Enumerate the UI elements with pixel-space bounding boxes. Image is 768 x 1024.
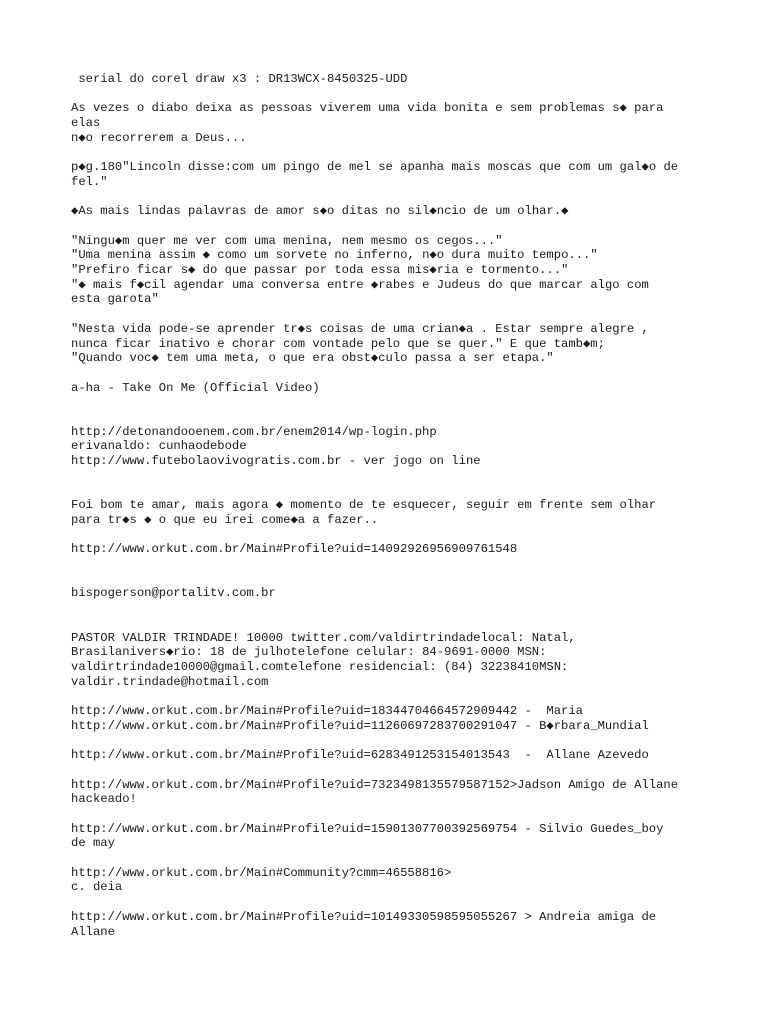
- text-line: http://www.orkut.com.br/Main#Profile?uid=6283491253154013543 - Allane Azevedo: [71, 748, 649, 763]
- text-line: http://detonandooenem.com.br/enem2014/wp-login.php: [71, 424, 437, 439]
- text-line: Allane: [71, 924, 115, 939]
- text-line: esta garota": [71, 292, 159, 307]
- text-line: "Ningu◆m quer me ver com uma menina, nem mesmo os cegos...": [71, 233, 503, 248]
- text-paragraph: [71, 631, 711, 690]
- text-line: Foi bom te amar, mais agora ◆ momento de te esquecer, seguir em frente sem olhar: [71, 498, 657, 513]
- text-line: "Prefiro ficar s◆ do que passar por toda essa mis◆ria e tormento...": [71, 263, 569, 278]
- text-line: p◆g.180"Lincoln disse:com um pingo de mel se apanha mais moscas que com um gal◆o de: [71, 160, 679, 175]
- text-line: As vezes o diabo deixa as pessoas viverem uma vida bonita e sem problemas s◆ para: [71, 101, 664, 116]
- text-line: fel.": [71, 174, 108, 189]
- text-line: http://www.orkut.com.br/Main#Profile?uid=15901307700392569754 - Silvio Guedes_boy: [71, 821, 664, 836]
- text-paragraph: [71, 322, 711, 366]
- text-line: a-ha - Take On Me (Official Video): [71, 380, 320, 395]
- text-paragraph: [71, 910, 711, 939]
- text-paragraph: [71, 778, 711, 807]
- text-line: hackeado!: [71, 792, 137, 807]
- text-line: "◆ mais f◆cil agendar uma conversa entre ◆rabes e Judeus do que marcar algo com: [71, 277, 649, 292]
- text-line: valdirtrindade10000@gmail.comtelefone residencial: (84) 32238410MSN:: [71, 659, 569, 674]
- text-line: PASTOR VALDIR TRINDADE! 10000 twitter.com/valdirtrindadelocal: Natal,: [71, 630, 576, 645]
- text-line: http://www.futebolaovivogratis.com.br - ver jogo on line: [71, 454, 481, 469]
- text-paragraph: [71, 72, 711, 87]
- text-line: http://www.orkut.com.br/Main#Profile?uid=11260697283700291047 - B◆rbara_Mundial: [71, 718, 649, 733]
- text-paragraph: [71, 204, 711, 219]
- text-line: [71, 469, 711, 484]
- text-paragraph: [71, 866, 711, 895]
- text-paragraph: [71, 822, 711, 851]
- text-line: elas: [71, 116, 101, 131]
- text-line: [71, 601, 711, 616]
- text-line: ◆As mais lindas palavras de amor s◆o ditas no sil◆ncio de um olhar.◆: [71, 204, 569, 219]
- text-line: http://www.orkut.com.br/Main#Profile?uid=18344704664572909442 - Maria: [71, 704, 583, 719]
- text-line: para tr◆s ◆ o que eu irei come◆a a fazer..: [71, 512, 379, 527]
- text-line: [71, 557, 711, 572]
- text-line: n◆o recorrerem a Deus...: [71, 130, 247, 145]
- text-paragraph: [71, 101, 711, 145]
- text-paragraph: [71, 234, 711, 308]
- text-line: http://www.orkut.com.br/Main#Community?cmm=46558816>: [71, 865, 452, 880]
- text-line: bispogerson@portalitv.com.br: [71, 586, 276, 601]
- text-line: http://www.orkut.com.br/Main#Profile?uid=14092926956909761548: [71, 542, 518, 557]
- text-line: "Quando voc◆ tem uma meta, o que era obst◆culo passa a ser etapa.": [71, 351, 554, 366]
- text-paragraph: [71, 704, 711, 733]
- text-paragraph: [71, 498, 711, 527]
- document-page: [71, 72, 711, 954]
- text-paragraph: [71, 586, 711, 615]
- text-line: nunca ficar inativo e chorar com vontade pelo que se quer." E que tamb◆m;: [71, 336, 605, 351]
- text-line: "Nesta vida pode-se aprender tr◆s coisas de uma crian◆a . Estar sempre alegre ,: [71, 321, 649, 336]
- text-paragraph: [71, 748, 711, 763]
- text-paragraph: [71, 381, 711, 410]
- text-line: c. deia: [71, 880, 123, 895]
- text-line: "Uma menina assim ◆ como um sorvete no inferno, n◆o dura muito tempo...": [71, 248, 598, 263]
- text-line: Brasilanivers◆rio: 18 de julhotelefone celular: 84-9691-0000 MSN:: [71, 645, 547, 660]
- text-line: http://www.orkut.com.br/Main#Profile?uid=7323498135579587152>Jadson Amigo de Allane: [71, 777, 679, 792]
- text-line: serial do corel draw x3 : DR13WCX-8450325-UDD: [71, 72, 408, 86]
- text-line: http://www.orkut.com.br/Main#Profile?uid=10149330598595055267 > Andreia amiga de: [71, 909, 657, 924]
- text-line: [71, 395, 711, 410]
- text-paragraph: [71, 160, 711, 189]
- text-paragraph: [71, 542, 711, 571]
- text-line: de may: [71, 836, 115, 851]
- text-line: erivanaldo: cunhaodebode: [71, 439, 247, 454]
- text-line: valdir.trindade@hotmail.com: [71, 674, 269, 689]
- text-paragraph: [71, 425, 711, 484]
